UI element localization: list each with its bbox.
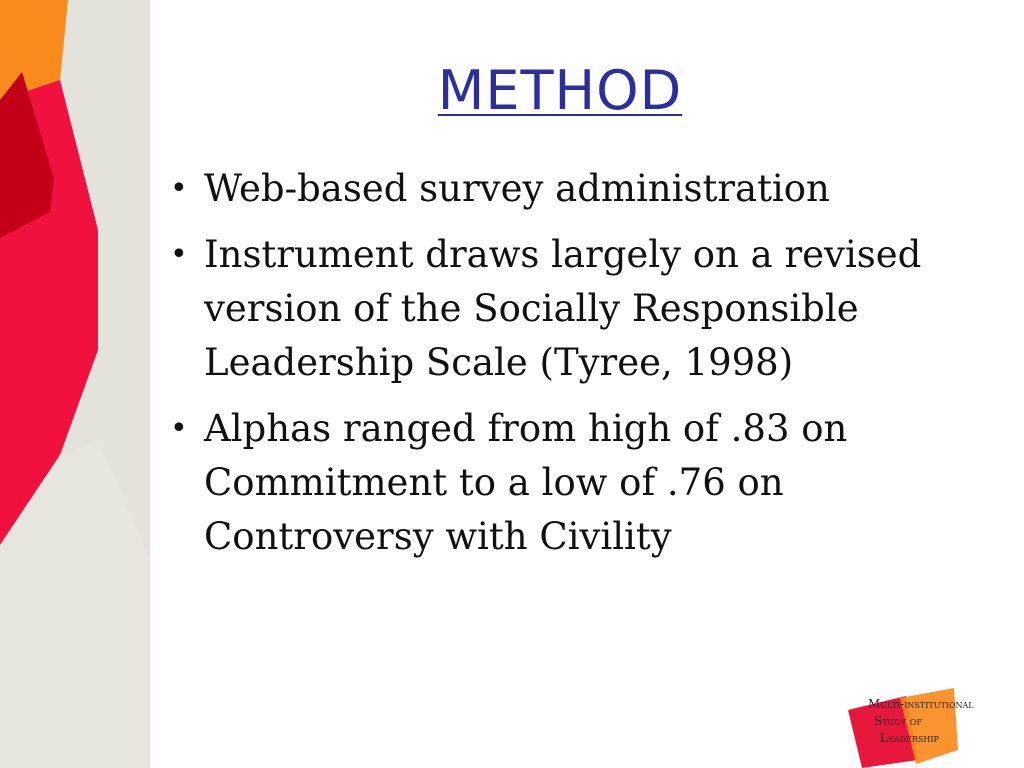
bullet-text: Instrument draws largely on a revised version of the Socially Responsible Leadership Scale (Tyree, 1998) bbox=[204, 233, 922, 384]
decorative-side-art bbox=[0, 0, 150, 768]
logo-line-1: Multi-institutional bbox=[868, 697, 974, 711]
bullet-marker: • bbox=[170, 171, 188, 206]
logo-line-3: Leadership bbox=[880, 731, 939, 745]
logo-line-2: Study of bbox=[874, 714, 922, 728]
bullet-text: Alphas ranged from high of .83 on Commitment to a low of .76 on Controversy with Civility bbox=[204, 407, 848, 558]
slide-title bbox=[330, 56, 790, 126]
bullet-list bbox=[168, 162, 958, 576]
bullet-marker: • bbox=[170, 237, 188, 272]
bullet-text: Web-based survey administration bbox=[204, 167, 830, 210]
slide-title-text: METHOD bbox=[437, 59, 683, 122]
bullet-marker: • bbox=[170, 411, 188, 446]
logo-text bbox=[868, 696, 1024, 747]
bullet-item bbox=[168, 228, 958, 390]
bullet-item bbox=[168, 162, 958, 216]
bullet-item bbox=[168, 402, 958, 564]
